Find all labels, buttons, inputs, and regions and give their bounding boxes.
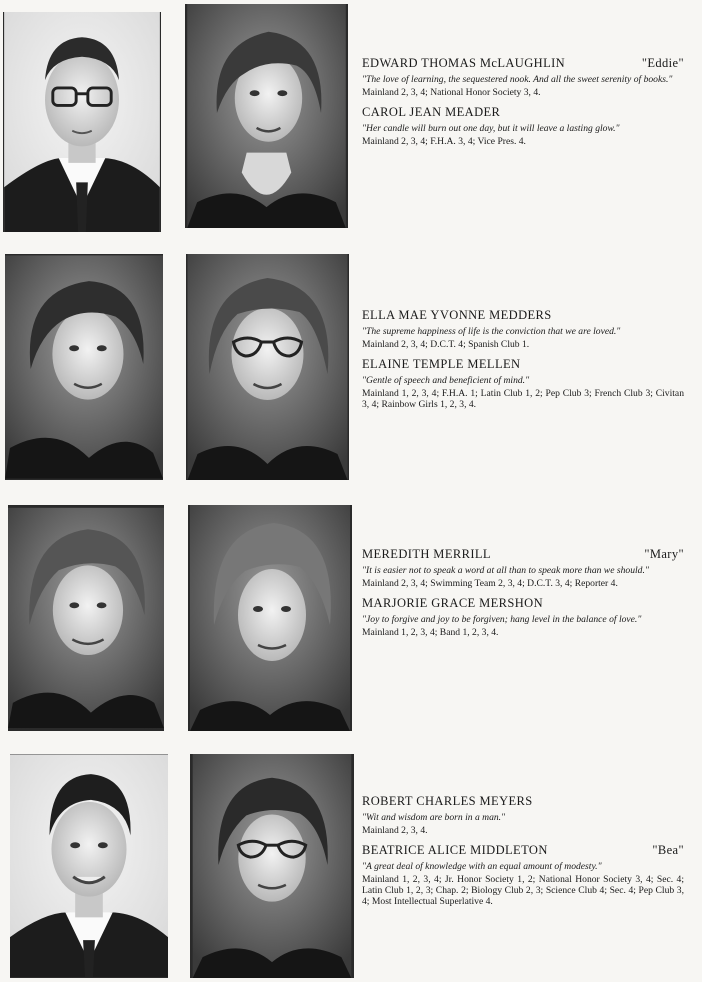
caption-block [362, 547, 684, 645]
student-name-line [362, 308, 684, 323]
student-name: EDWARD THOMAS McLAUGHLIN [362, 56, 566, 70]
student-quote: "Her candle will burn out one day, but it will leave a lasting glow." [362, 123, 620, 134]
student-name: BEATRICE ALICE MIDDLETON [362, 843, 548, 857]
student-quote: "Wit and wisdom are born in a man." [362, 812, 506, 823]
caption-block [362, 56, 684, 154]
student-quote: "Gentle of speech and beneficient of mind." [362, 375, 530, 386]
student-entry [362, 596, 684, 638]
student-entry [362, 308, 684, 350]
portrait-photo [190, 754, 354, 978]
student-entry [362, 56, 684, 98]
student-row-1 [0, 4, 702, 234]
student-quote: "A great deal of knowledge with an equal amount of modesty." [362, 861, 602, 872]
student-nickname: "Mary" [644, 547, 684, 561]
student-row-4 [0, 752, 702, 982]
portrait-girl-glasses [190, 754, 354, 978]
student-activities: Mainland 1, 2, 3, 4; F.H.A. 1; Latin Club 1, 2; Pep Club 3; French Club 3; Civitan 3, 4; Rainbow Girls 1, 2, 3, 4. [362, 388, 684, 410]
portrait-boy [10, 754, 168, 978]
student-nickname: "Bea" [652, 843, 684, 857]
student-quote: "It is easier not to speak a word at all than to speak more than we should." [362, 565, 649, 576]
student-activities: Mainland 2, 3, 4. [362, 825, 428, 836]
portrait-girl [188, 505, 352, 731]
student-name-line [362, 56, 684, 71]
student-name: CAROL JEAN MEADER [362, 105, 501, 119]
portrait-photo [3, 12, 161, 232]
portrait-photo [185, 4, 348, 228]
portrait-photo [8, 505, 164, 731]
student-entry [362, 357, 684, 410]
student-quote: "Joy to forgive and joy to be forgiven; hang level in the balance of love." [362, 614, 642, 625]
student-entry [362, 843, 684, 907]
caption-block [362, 308, 684, 417]
student-name-line [362, 596, 684, 611]
student-entry [362, 105, 684, 147]
portrait-photo [5, 254, 163, 480]
student-nickname: "Eddie" [641, 56, 684, 70]
portrait-boy-glasses [3, 12, 161, 232]
student-quote: "The supreme happiness of life is the conviction that we are loved." [362, 326, 621, 337]
student-quote: "The love of learning, the sequestered nook. And all the sweet serenity of books." [362, 74, 673, 85]
portrait-photo [10, 754, 168, 978]
student-row-3 [0, 503, 702, 733]
student-activities: Mainland 1, 2, 3, 4; Jr. Honor Society 1, 2; National Honor Society 3, 4; Sec. 4; Latin Club 1, 2, 3; Chap. 2; Biology Club 2, 3; Science Club 4; Sec. 4; Pep Club 3, 4; Most Intellectual Superlative 4. [362, 874, 684, 907]
student-name: ELAINE TEMPLE MELLEN [362, 357, 521, 371]
student-activities: Mainland 2, 3, 4; National Honor Society 3, 4. [362, 87, 541, 98]
student-name-line [362, 547, 684, 562]
student-name: ELLA MAE YVONNE MEDDERS [362, 308, 552, 322]
portrait-girl [5, 254, 163, 480]
student-activities: Mainland 2, 3, 4; D.C.T. 4; Spanish Club 1. [362, 339, 530, 350]
portrait-photo [188, 505, 352, 731]
caption-block [362, 794, 684, 914]
student-row-2 [0, 252, 702, 482]
portrait-girl-glasses [186, 254, 349, 480]
student-name-line [362, 105, 684, 120]
portrait-photo [186, 254, 349, 480]
student-name: MEREDITH MERRILL [362, 547, 491, 561]
student-name: ROBERT CHARLES MEYERS [362, 794, 533, 808]
portrait-girl [8, 505, 164, 731]
student-entry [362, 547, 684, 589]
student-entry [362, 794, 684, 836]
portrait-girl [185, 4, 348, 228]
student-activities: Mainland 1, 2, 3, 4; Band 1, 2, 3, 4. [362, 627, 499, 638]
student-name-line [362, 357, 684, 372]
student-activities: Mainland 2, 3, 4; Swimming Team 2, 3, 4; D.C.T. 3, 4; Reporter 4. [362, 578, 618, 589]
student-name: MARJORIE GRACE MERSHON [362, 596, 544, 610]
student-activities: Mainland 2, 3, 4; F.H.A. 3, 4; Vice Pres. 4. [362, 136, 526, 147]
student-name-line [362, 794, 684, 809]
student-name-line [362, 843, 684, 858]
